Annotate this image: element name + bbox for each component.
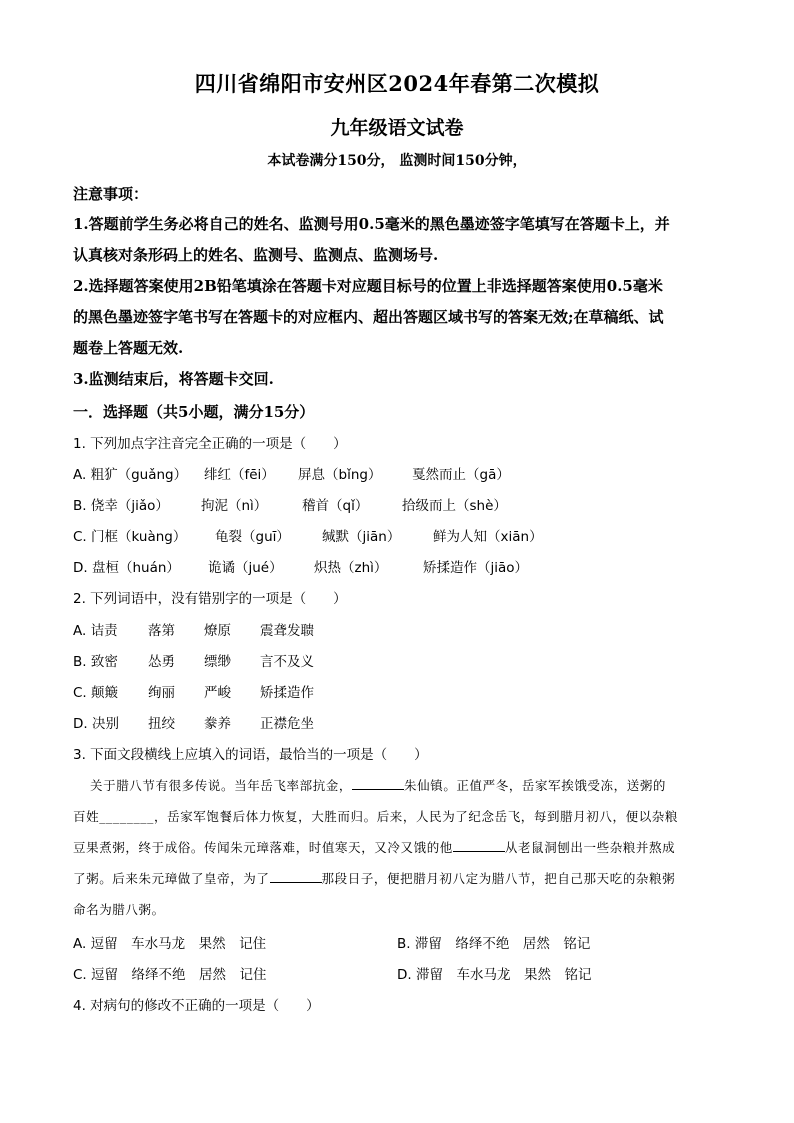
q2-option-d-1: D. 决别 xyxy=(73,716,119,732)
q2-option-a-2: 落第 xyxy=(148,623,175,639)
passage-line-5: 命名为腊八粥。 xyxy=(73,902,165,917)
passage-line-1 xyxy=(90,776,666,794)
notice-item-2-line-2: 的黑色墨迹签字笔书写在答题卡的对应框内、超出答题区域书写的答案无效;在草稿纸、试 xyxy=(73,308,664,326)
q1-option-a-4: 戛然而止（gā） xyxy=(412,467,510,483)
q1-option-a-3: 屏息（bǐng） xyxy=(298,467,382,483)
passage-line-3 xyxy=(73,838,675,856)
passage-line-4-part-a: 了粥。后来朱元璋做了皇帝，为了 xyxy=(73,871,270,886)
q1-option-d-2: 诡谲（jué） xyxy=(208,560,283,576)
q1-option-c-4: 鲜为人知（xiān） xyxy=(433,529,543,545)
passage-line-3-part-b: 从老鼠洞刨出一些杂粮并熬成 xyxy=(504,840,676,855)
q1-option-a-1: A. 粗犷（guǎng） xyxy=(73,467,188,483)
question-4-stem: 4. 对病句的修改不正确的一项是（ ） xyxy=(73,998,320,1014)
passage-line-1-part-a: 关于腊八节有很多传说。当年岳飞率部抗金， xyxy=(90,778,353,793)
q2-option-a-4: 震聋发聩 xyxy=(260,623,314,639)
q1-option-b-3: 稽首（qǐ） xyxy=(302,498,369,514)
question-3-stem: 3. 下面文段横线上应填入的词语，最恰当的一项是（ ） xyxy=(73,747,428,763)
q3-option-d: D. 滞留 车水马龙 果然 铭记 xyxy=(397,967,592,983)
q2-option-b-1: B. 致密 xyxy=(73,654,118,670)
q3-option-b: B. 滞留 络绎不绝 居然 铭记 xyxy=(397,936,591,952)
passage-line-1-part-b: 朱仙镇。正值严冬，岳家军挨饿受冻，送粥的 xyxy=(404,778,667,793)
q2-option-b-2: 怂勇 xyxy=(148,654,175,670)
page-title: 四川省绵阳市安州区2024年春第二次模拟 xyxy=(194,71,600,96)
q1-option-d-1: D. 盘桓（huán） xyxy=(73,560,180,576)
passage-line-3-part-a: 豆果煮粥，终于成俗。传闻朱元璋落难，时值寒天，又冷又饿的他 xyxy=(73,840,453,855)
q2-option-c-3: 严峻 xyxy=(204,685,231,701)
q2-option-d-4: 正襟危坐 xyxy=(260,716,314,732)
q2-option-d-3: 豢养 xyxy=(204,716,231,732)
notice-item-1-line-2: 认真核对条形码上的姓名、监测号、监测点、监测场号. xyxy=(73,246,439,264)
q1-option-a-2: 绯红（fēi） xyxy=(204,467,275,483)
passage-line-2: 百姓________，岳家军饱餐后体力恢复，大胜而归。后来，人民为了纪念岳飞，每到腊月初八，便以杂粮 xyxy=(73,809,679,824)
q2-option-b-3: 缥缈 xyxy=(204,654,231,670)
q1-option-c-3: 缄默（jiān） xyxy=(322,529,401,545)
notice-item-2-line-1: 2.选择题答案使用2B铅笔填涂在答题卡对应题目标号的位置上非选择题答案使用0.5毫米 xyxy=(73,277,663,295)
passage-line-4-part-b: 那段日子，便把腊月初八定为腊八节，把自己那天吃的杂粮粥 xyxy=(321,871,676,886)
q2-option-a-1: A. 诘责 xyxy=(73,623,118,639)
q3-option-c: C. 逗留 络绎不绝 居然 记住 xyxy=(73,967,267,983)
notice-heading: 注意事项： xyxy=(73,185,149,203)
q1-option-c-2: 龟裂（guī） xyxy=(215,529,290,545)
page-subtitle: 九年级语文试卷 xyxy=(330,117,464,139)
section-heading: 一．选择题（共5小题，满分15分） xyxy=(73,403,315,421)
q2-option-c-1: C. 颠簸 xyxy=(73,685,119,701)
fill-blank-3 xyxy=(453,839,505,852)
q2-option-a-3: 燎原 xyxy=(204,623,231,639)
notice-item-3: 3.监测结束后，将答题卡交回. xyxy=(73,370,274,388)
q1-option-d-3: 炽热（zhì） xyxy=(314,560,388,576)
q1-option-b-1: B. 侥幸（jiǎo） xyxy=(73,498,169,514)
fill-blank-4 xyxy=(270,870,322,883)
notice-item-1-line-1: 1.答题前学生务必将自己的姓名、监测号用0.5毫米的黑色墨迹签字笔填写在答题卡上，并 xyxy=(73,215,670,233)
q2-option-b-4: 言不及义 xyxy=(260,654,314,670)
q1-option-c-1: C. 门框（kuàng） xyxy=(73,529,187,545)
notice-item-2-line-3: 题卷上答题无效. xyxy=(73,339,184,357)
q2-option-c-4: 矫揉造作 xyxy=(260,685,314,701)
question-2-stem: 2. 下列词语中，没有错别字的一项是（ ） xyxy=(73,591,347,607)
passage-line-4 xyxy=(73,869,675,887)
q1-option-d-4: 矫揉造作（jiāo） xyxy=(423,560,529,576)
q2-option-c-2: 绚丽 xyxy=(148,685,175,701)
q2-option-d-2: 扭绞 xyxy=(148,716,175,732)
q1-option-b-4: 拾级而上（shè） xyxy=(402,498,507,514)
fill-blank-1 xyxy=(352,777,404,790)
q1-option-b-2: 拘泥（nì） xyxy=(201,498,268,514)
exam-meta: 本试卷满分150分， 监测时间150分钟， xyxy=(267,153,527,169)
q3-option-a: A. 逗留 车水马龙 果然 记住 xyxy=(73,936,267,952)
question-1-stem: 1. 下列加点字注音完全正确的一项是（ ） xyxy=(73,436,347,452)
